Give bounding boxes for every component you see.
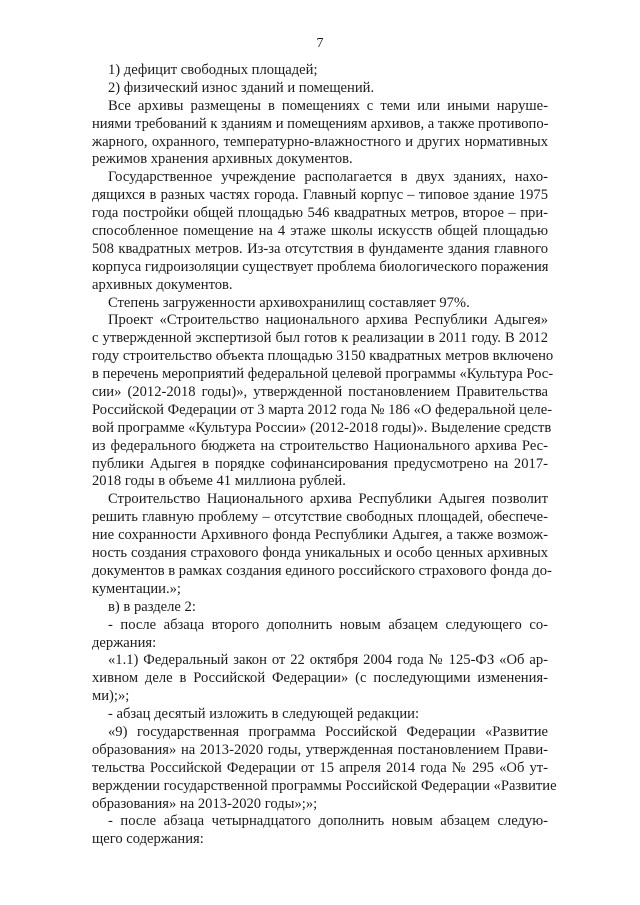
- text-line: из федерального бюджета на строительство Национального архива Рес-: [92, 437, 548, 454]
- text-line: - после абзаца четырнадцатого дополнить новым абзацем следую-: [108, 813, 548, 830]
- text-line: вой программе «Культура России» (2012-2018 годы)». Выделение средств: [92, 419, 552, 436]
- text-line: держания:: [92, 634, 157, 651]
- text-line: ние сохранности Архивного фонда Республики Адыгея, а также возмож-: [92, 527, 548, 544]
- text-line: «9) государственная программа Российской Федерации «Развитие: [108, 723, 548, 740]
- text-line: Проект «Строительство национального архива Республики Адыгея»: [108, 312, 548, 329]
- text-line: Все архивы размещены в помещениях с теми или иными наруше-: [108, 97, 548, 114]
- text-line: публики Адыгея в порядке софинансирования предусмотрено на 2017-: [92, 455, 548, 472]
- text-line: в) в разделе 2:: [108, 598, 196, 615]
- text-line: 2018 годы в объеме 41 миллиона рублей.: [92, 473, 346, 490]
- text-line: архивных документов.: [92, 276, 233, 293]
- page-number: 7: [316, 36, 324, 51]
- text-line: решить главную проблему – отсутствие свободных площадей, обеспече-: [92, 509, 548, 526]
- text-line: 508 квадратных метров. Из-за отсутствия в фундаменте здания главного: [92, 240, 548, 257]
- text-line: дящихся в разных частях города. Главный корпус – типовое здание 1975: [92, 187, 548, 204]
- text-line: 1) дефицит свободных площадей;: [108, 62, 318, 78]
- text-line: щего содержания:: [92, 831, 204, 848]
- text-line: 2) физический износ зданий и помещений.: [108, 79, 375, 96]
- text-line: Строительство Национального архива Республики Адыгея позволит: [108, 491, 548, 508]
- text-line: ниями требований к зданиям и помещениям архивов, а также противопо-: [92, 115, 549, 132]
- text-line: Российской Федерации от 3 марта 2012 года № 186 «О федеральной целе-: [92, 401, 553, 418]
- text-line: сии» (2012-2018 годы)», утвержденной постановлением Правительства: [92, 384, 548, 401]
- text-line: ность создания страхового фонда уникальных и особо ценных архивных: [92, 545, 548, 562]
- text-line: образования» на 2013-2020 годы, утвержденная постановлением Прави-: [92, 741, 548, 758]
- text-line: Степень загруженности архивохранилищ составляет 97%.: [108, 294, 470, 311]
- text-line: документов в рамках создания единого российского страхового фонда до-: [92, 562, 552, 579]
- text-line: образования» на 2013-2020 годы»;»;: [92, 795, 318, 812]
- text-line: Государственное учреждение располагается в двух зданиях, нахо-: [108, 169, 548, 186]
- text-line: году строительство объекта площадью 3150 квадратных метров включено: [92, 348, 554, 365]
- text-line: способленное помещение на 4 этаже школы искусств общей площадью: [92, 223, 548, 240]
- text-line: - после абзаца второго дополнить новым абзацем следующего со-: [108, 616, 548, 633]
- text-line: жарного, охранного, температурно-влажностного и других нормативных: [92, 133, 548, 150]
- text-line: с утвержденной экспертизой был готов к реализации в 2011 году. В 2012: [92, 330, 548, 347]
- text-line: года постройки общей площадью 546 квадратных метров, второе – при-: [92, 205, 548, 222]
- text-line: корпуса гидроизоляции существует проблема биологического поражения: [92, 258, 549, 275]
- text-line: тельства Российской Федерации от 15 апреля 2014 года № 295 «Об ут-: [92, 759, 548, 776]
- text-line: режимов хранения архивных документов.: [92, 151, 353, 168]
- text-line: «1.1) Федеральный закон от 22 октября 2004 года № 125-ФЗ «Об ар-: [108, 652, 548, 669]
- text-line: ми);»;: [92, 688, 130, 705]
- text-line: - абзац десятый изложить в следующей редакции:: [108, 706, 420, 723]
- text-line: хивном деле в Российской Федерации» (с последующими изменения-: [92, 670, 548, 687]
- text-line: в перечень мероприятий федеральной целевой программы «Культура Рос-: [92, 366, 554, 383]
- text-line: кументации.»;: [92, 580, 181, 597]
- document-body: [92, 62, 557, 849]
- text-line: верждении государственной программы Российской Федерации «Развитие: [92, 777, 557, 794]
